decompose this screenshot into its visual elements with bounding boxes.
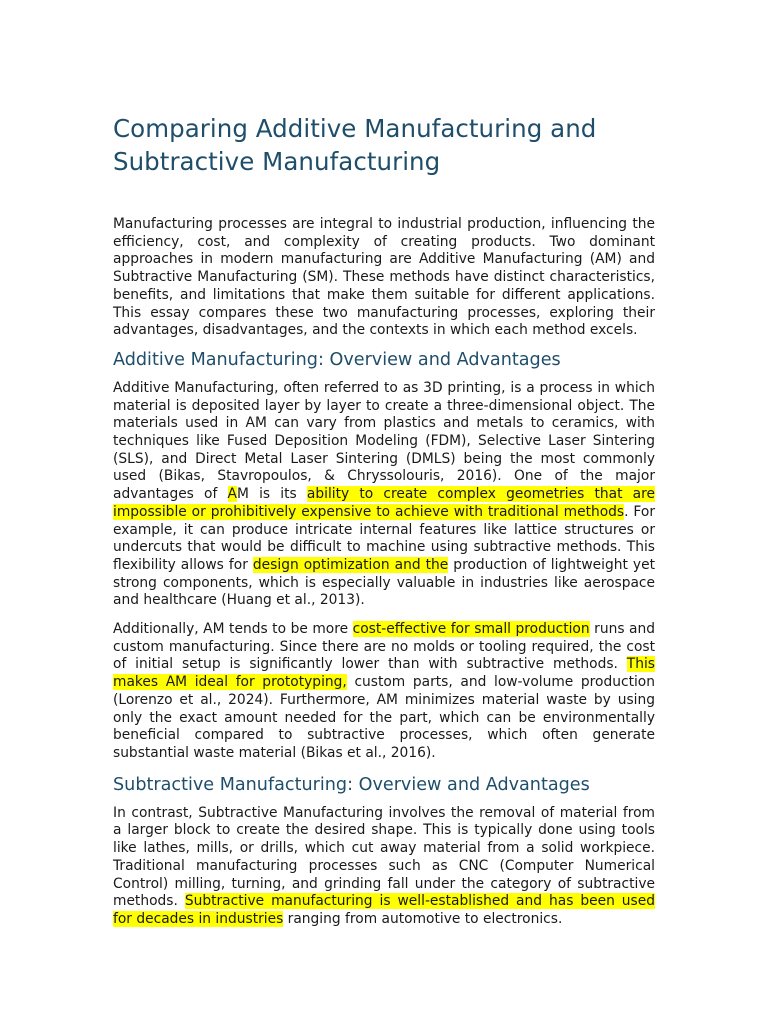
highlight: cost-effective for small production: [352, 621, 590, 638]
highlight: This makes AM ideal for prototyping,: [113, 656, 655, 691]
title-line-2: Subtractive Manufacturing: [113, 147, 441, 176]
text-run: ranging from automotive to electronics.: [283, 910, 563, 927]
text-run: In contrast, Subtractive Manufacturing involves the removal of material from a larger block to create the desired shape. This is typically done using tools like lathes, mills, or drills, which cut away material from a solid workpiece. Traditional manufacturing processes such as CNC (Computer Numerical Control) milling, turning, and grinding fall under the category of subtractive methods.: [113, 804, 655, 910]
additive-paragraph-1: [113, 380, 655, 610]
text-run: Additive Manufacturing, often referred to as 3D printing, is a process in which material is deposited layer by layer to create a three-dimensional object. The materials used in AM can vary from plastics and metals to ceramics, with techniques like Fused Deposition Modeling (FDM), Selective Laser Sintering (SLS), and Direct Metal Laser Sintering (DMLS) being the most commonly used (Bikas, Stavropoulos, & Chryssolouris, 2016). One of the major advantages of: [113, 379, 655, 503]
section-heading-subtractive: Subtractive Manufacturing: Overview and Advantages: [113, 774, 590, 795]
text-run: production of lightweight yet strong components, which is especially valuable in industries like aerospace and healthcare (Huang et al., 2013).: [113, 556, 655, 609]
text-run: . For example, it can produce intricate internal features like lattice structures or undercuts that would be difficult to machine using subtractive methods. This flexibility allows for: [113, 503, 655, 573]
highlight: design optimization and the: [252, 556, 449, 573]
highlight: Subtractive manufacturing is well-established and has been used for decades in industries: [113, 893, 655, 927]
text-run: runs and custom manufacturing. Since there are no molds or tooling required, the cost of initial setup is significantly lower than with subtractive methods.: [113, 621, 656, 673]
document-page: [113, 112, 655, 940]
text-run: M is its: [237, 486, 307, 503]
intro-paragraph: Manufacturing processes are integral to industrial production, influencing the efficiency, cost, and complexity of creating products. Two dominant approaches in modern manufacturing are Additive Manufacturing (AM) and Subtractive Manufacturing (SM). These methods have distinct characteristics, benefits, and limitations that make them suitable for different applications. This essay compares these two manufacturing processes, exploring their advantages, disadvantages, and the contexts in which each method excels.: [113, 216, 655, 339]
page-title: [113, 112, 655, 178]
text-run: custom parts, and low-volume production (Lorenzo et al., 2024). Furthermore, AM minimizes material waste by using only the exact amount needed for the part, which can be environmentally beneficial compared to subtractive processes, which often generate substantial waste material (Bikas et al., 2016).: [113, 674, 655, 761]
subtractive-paragraph-1: [113, 805, 655, 929]
section-heading-additive: Additive Manufacturing: Overview and Advantages: [113, 349, 561, 370]
text-run: Additionally, AM tends to be more: [113, 621, 353, 638]
title-line-1: Comparing Additive Manufacturing and: [113, 114, 597, 143]
highlight: ability to create complex geometries that are impossible or prohibitively expensive to achieve with traditional methods: [113, 486, 655, 520]
highlight: A: [227, 486, 237, 503]
additive-paragraph-2: [113, 621, 655, 763]
